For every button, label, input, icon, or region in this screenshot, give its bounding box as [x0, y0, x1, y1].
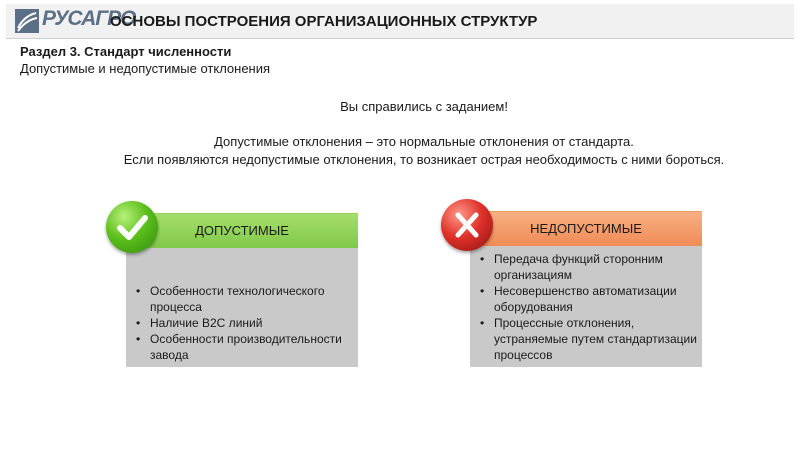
rusagro-logo [14, 7, 136, 35]
cross-icon [441, 199, 493, 251]
header-bar [6, 4, 794, 39]
logo-text: РУСАГРО [42, 7, 136, 30]
acceptable-list [126, 283, 358, 363]
list-item: • Передача функций сторонним организациям [494, 251, 702, 283]
logo-mark-icon [14, 8, 40, 34]
list-item: • Особенности технологического процесса [150, 283, 358, 315]
acceptable-card-body [126, 247, 358, 367]
acceptable-heading-label: ДОПУСТИМЫЕ [195, 223, 289, 238]
list-item: • Процессные отклонения, устраняемые путем стандартизации процессов [494, 315, 702, 363]
unacceptable-heading-label: НЕДОПУСТИМЫЕ [530, 221, 642, 236]
result-message [100, 98, 748, 169]
list-item: • Несовершенство автоматизации оборудования [494, 283, 702, 315]
checkmark-icon [106, 201, 158, 253]
section-subtitle: Допустимые и недопустимые отклонения [20, 61, 271, 76]
acceptable-card-heading [126, 213, 358, 248]
unacceptable-list [470, 251, 702, 363]
page-title: ОСНОВЫ ПОСТРОЕНИЯ ОРГАНИЗАЦИОННЫХ СТРУКТУР [110, 13, 538, 30]
success-text: Вы справились с заданием! [340, 99, 508, 114]
list-item: • Наличие B2C линий [150, 315, 358, 331]
list-item: • Особенности производительности завода [150, 331, 358, 363]
unacceptable-card-body [470, 245, 702, 367]
section-title: Раздел 3. Стандарт численности [20, 44, 232, 59]
definition-text: Допустимые отклонения – это нормальные отклонения от стандарта. [214, 134, 634, 149]
unacceptable-card-heading [470, 211, 702, 246]
consequence-text: Если появляются недопустимые отклонения, то возникает острая необходимость с ними бороться. [123, 152, 725, 167]
